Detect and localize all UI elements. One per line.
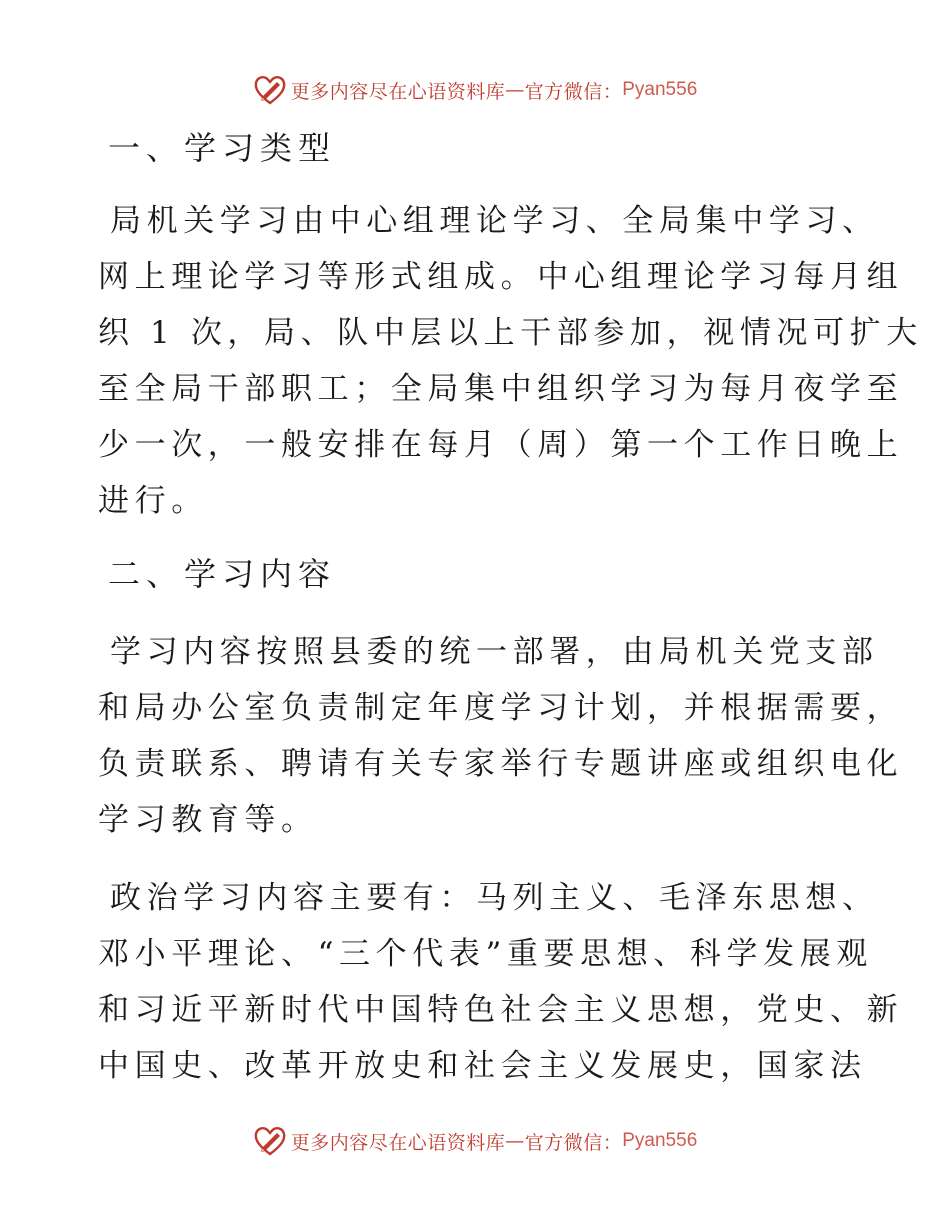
watermark-wechat-id: Pyan556 <box>622 1130 698 1151</box>
section-heading-study-types: 一、学习类型 <box>108 129 337 167</box>
paragraph-line: 学习教育等。 <box>98 802 318 838</box>
paragraph-line: 进行。 <box>98 483 208 519</box>
section-heading-study-content: 二、学习内容 <box>108 555 337 593</box>
paragraph-line: 和局办公室负责制定年度学习计划，并根据需要， <box>98 690 904 726</box>
heart-pen-logo-icon <box>253 73 287 107</box>
paragraph-line: 网上理论学习等形式组成。中心组理论学习每月组 <box>98 259 904 295</box>
watermark-separator: — <box>505 79 525 101</box>
paragraph-line: 和习近平新时代中国特色社会主义思想，党史、新 <box>98 992 904 1028</box>
paragraph-line: 至全局干部职工；全局集中组织学习为每月夜学至 <box>98 371 904 407</box>
paragraph-line: 织 1 次，局、队中层以上干部参加，视情况可扩大 <box>98 315 923 351</box>
paragraph-line: 政治学习内容主要有：马列主义、毛泽东思想、 <box>110 880 879 916</box>
paragraph-line: 负责联系、聘请有关专家举行专题讲座或组织电化 <box>98 746 904 782</box>
paragraph-line: 中国史、改革开放史和社会主义发展史，国家法 <box>98 1048 867 1084</box>
document-body <box>98 120 923 1094</box>
paragraph-line: 少一次，一般安排在每月（周）第一个工作日晚上 <box>98 427 904 463</box>
watermark-separator: — <box>505 1130 525 1152</box>
header-watermark <box>0 70 950 110</box>
watermark-account: 官方微信： <box>524 1131 623 1154</box>
watermark-text: 更多内容尽在心语资料库 <box>290 80 506 103</box>
paragraph-line: 邓小平理论、“三个代表”重要思想、科学发展观 <box>98 936 873 972</box>
paragraph-line: 学习内容按照县委的统一部署，由局机关党支部 <box>110 634 879 670</box>
watermark-account: 官方微信： <box>524 80 623 103</box>
footer-watermark <box>0 1121 950 1161</box>
paragraph-political-study <box>98 870 904 1094</box>
heart-pen-logo-icon <box>253 1124 287 1158</box>
watermark-text: 更多内容尽在心语资料库 <box>290 1131 506 1154</box>
paragraph-study-content <box>98 624 904 848</box>
paragraph-line: 局机关学习由中心组理论学习、全局集中学习、 <box>110 203 879 239</box>
watermark-wechat-id: Pyan556 <box>622 79 698 100</box>
paragraph-study-types <box>98 193 923 529</box>
